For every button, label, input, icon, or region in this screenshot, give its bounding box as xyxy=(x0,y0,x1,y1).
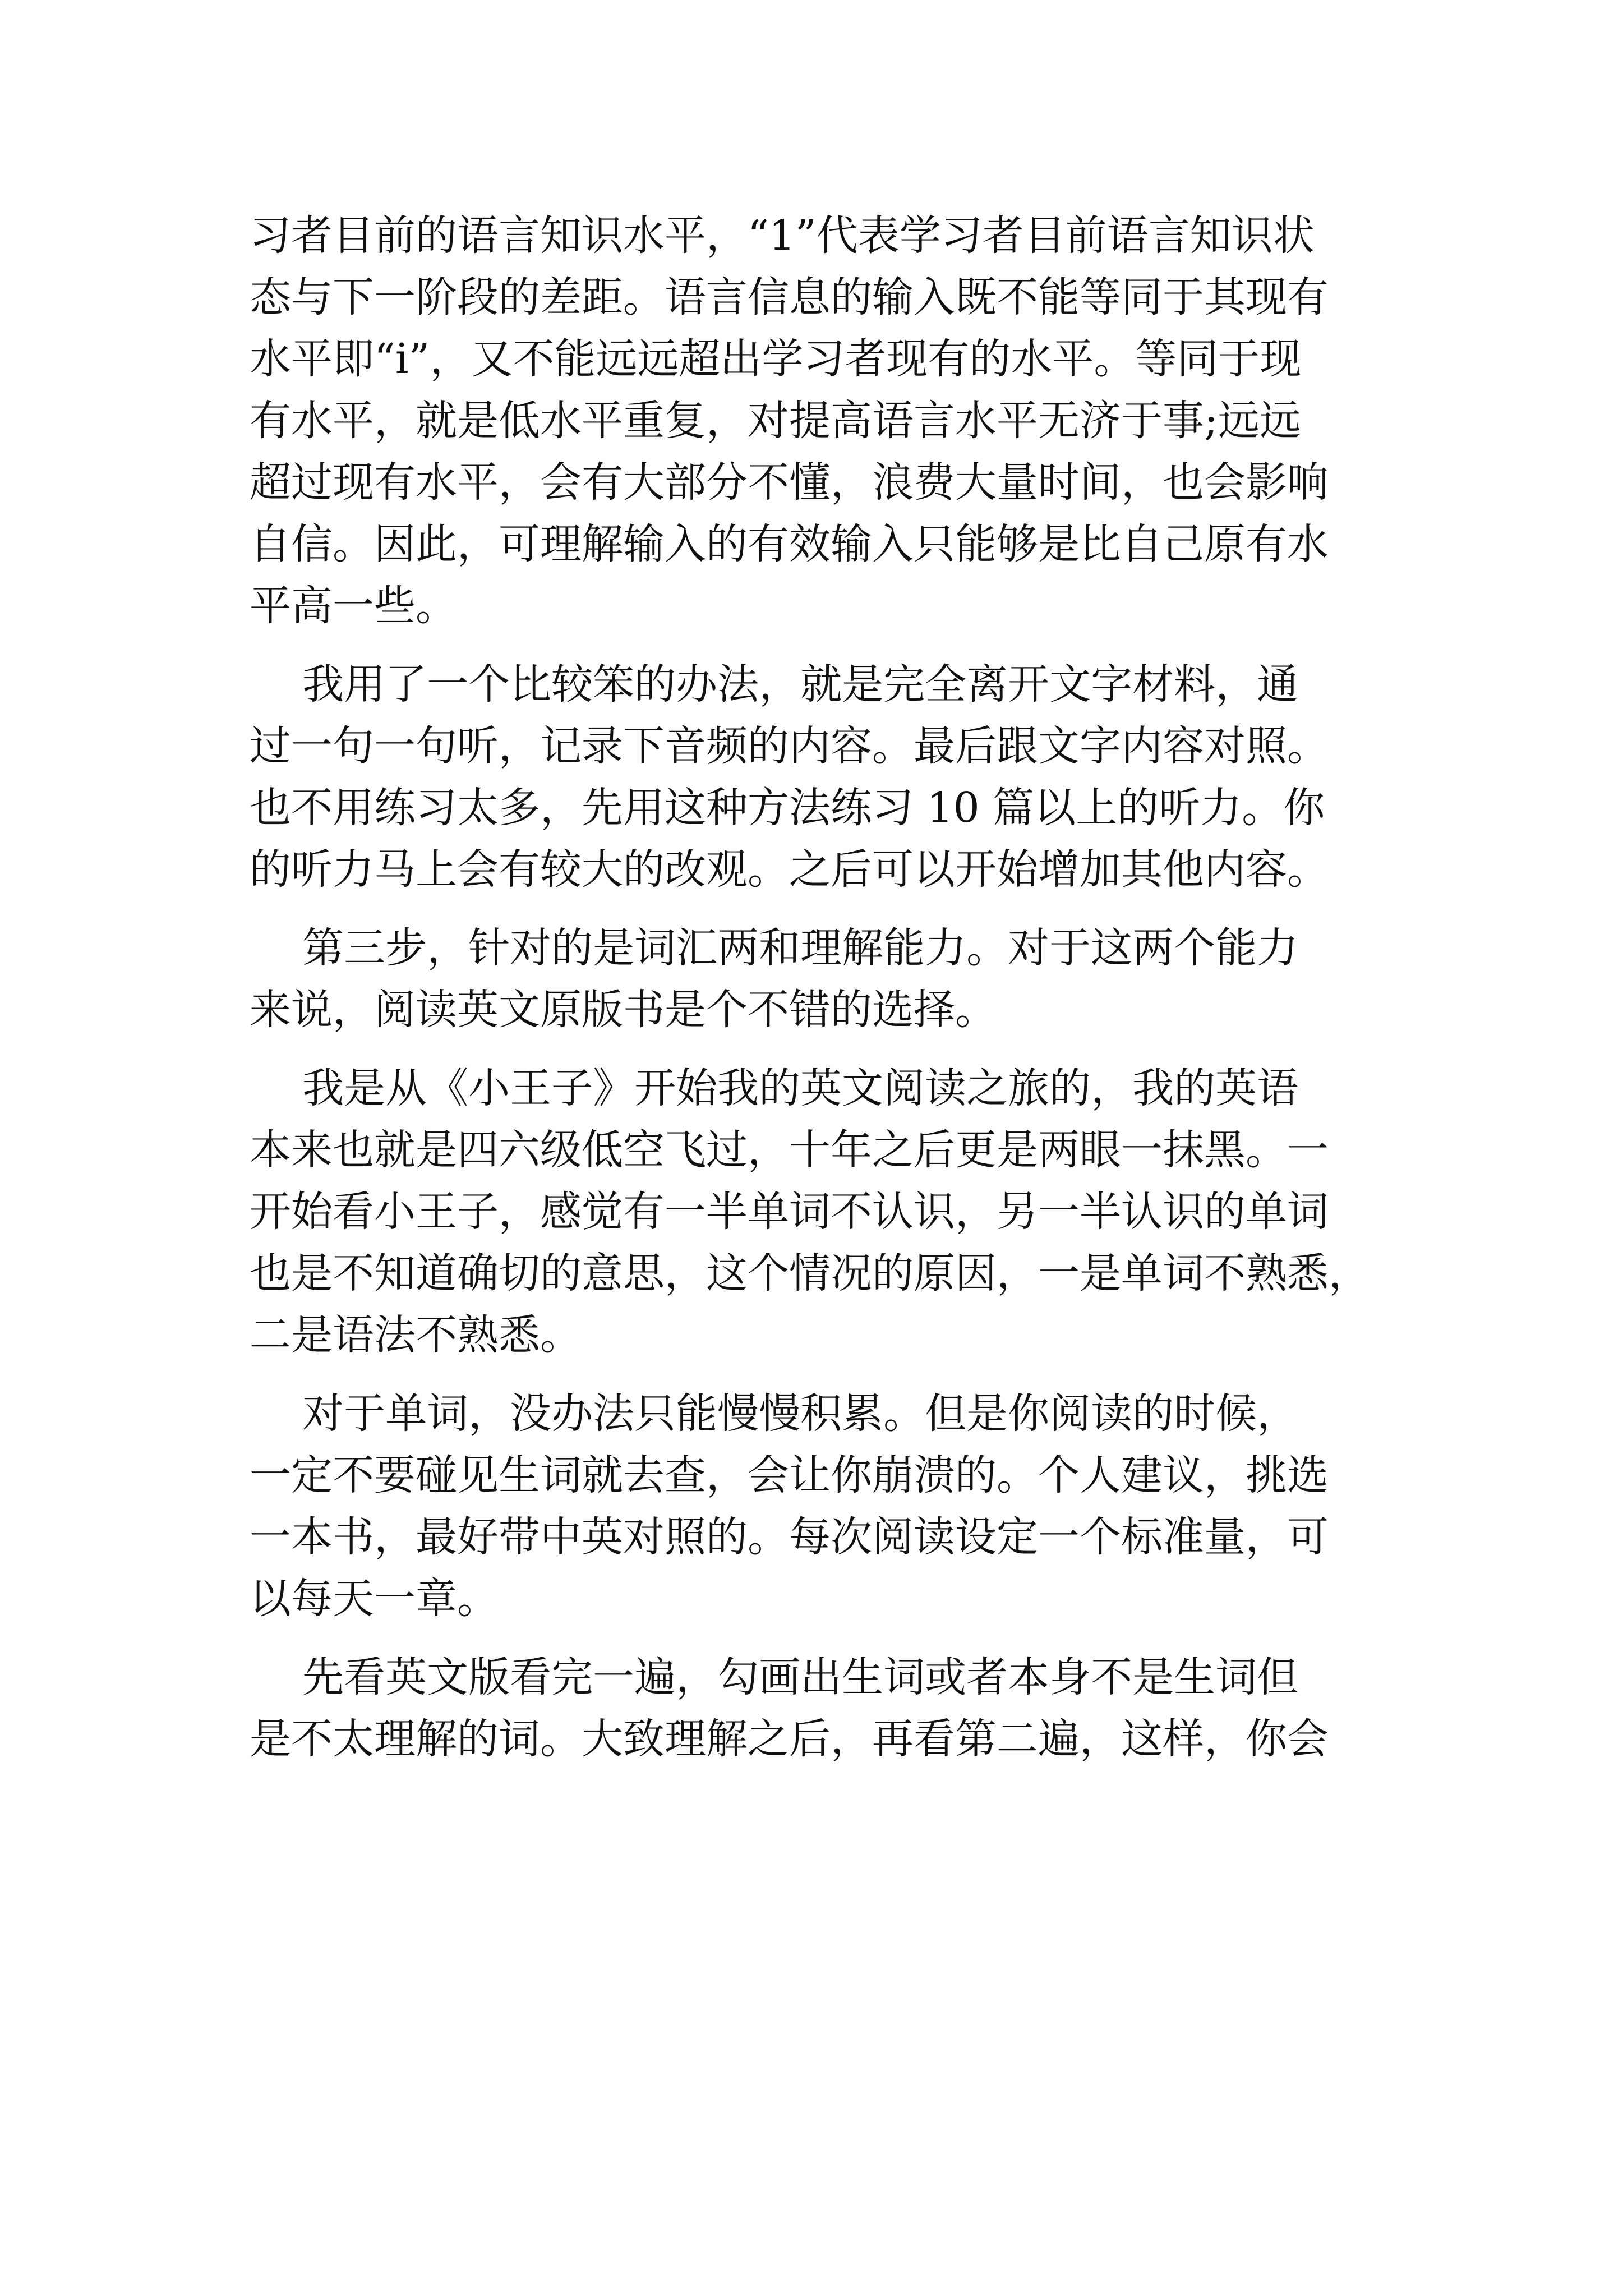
text-line: 也是不知道确切的意思，这个情况的原因，一是单词不熟悉， xyxy=(250,1249,1370,1297)
paragraph xyxy=(250,917,1394,1041)
text-line: 习者目前的语言知识水平，“1”代表学习者目前语言知识状 xyxy=(250,211,1315,260)
paragraph-spacer xyxy=(250,1630,1394,1646)
text-line: 的听力马上会有较大的改观。之后可以开始增加其他内容。 xyxy=(250,845,1329,894)
paragraph-spacer xyxy=(250,1041,1394,1057)
text-line: 有水平，就是低水平重复，对提高语言水平无济于事;远远 xyxy=(250,397,1301,445)
text-line: 也不用练习太多，先用这种方法练习 10 篇以上的听力。你 xyxy=(250,784,1325,832)
paragraph-spacer xyxy=(250,900,1394,917)
paragraph xyxy=(250,1057,1394,1366)
text-line: 开始看小王子，感觉有一半单词不认识，另一半认识的单词 xyxy=(250,1188,1329,1236)
text-line: 对于单词，没办法只能慢慢积累。但是你阅读的时候， xyxy=(250,1389,1299,1438)
paragraph xyxy=(250,654,1394,900)
text-line: 我是从《小王子》开始我的英文阅读之旅的，我的英语 xyxy=(250,1064,1299,1112)
text-line: 一本书，最好带中英对照的。每次阅读设定一个标准量，可 xyxy=(250,1513,1329,1561)
text-line: 过一句一句听，记录下音频的内容。最后跟文字内容对照。 xyxy=(250,722,1329,770)
text-line: 第三步，针对的是词汇两和理解能力。对于这两个能力 xyxy=(250,924,1299,972)
body-text xyxy=(250,205,1394,1770)
text-line: 是不太理解的词。大致理解之后，再看第二遍，这样，你会 xyxy=(250,1715,1329,1763)
text-line: 先看英文版看完一遍，勾画出生词或者本身不是生词但 xyxy=(250,1653,1299,1701)
text-line: 我用了一个比较笨的办法，就是完全离开文字材料，通 xyxy=(250,660,1299,708)
text-line: 自信。因此，可理解输入的有效输入只能够是比自己原有水 xyxy=(250,520,1329,568)
paragraph-spacer xyxy=(250,1366,1394,1383)
paragraph xyxy=(250,205,1394,637)
paragraph xyxy=(250,1646,1394,1770)
text-line: 本来也就是四六级低空飞过，十年之后更是两眼一抹黑。一 xyxy=(250,1126,1329,1174)
text-line: 来说，阅读英文原版书是个不错的选择。 xyxy=(250,986,997,1034)
text-line: 以每天一章。 xyxy=(250,1575,499,1623)
text-line: 二是语法不熟悉。 xyxy=(250,1311,582,1359)
text-line: 水平即“i”，又不能远远超出学习者现有的水平。等同于现 xyxy=(250,335,1302,383)
text-line: 超过现有水平，会有大部分不懂，浪费大量时间，也会影响 xyxy=(250,458,1329,507)
paragraph xyxy=(250,1383,1394,1630)
text-line: 态与下一阶段的差距。语言信息的输入既不能等同于其现有 xyxy=(250,273,1329,321)
text-line: 平高一些。 xyxy=(250,582,457,630)
text-line: 一定不要碰见生词就去查，会让你崩溃的。个人建议，挑选 xyxy=(250,1451,1329,1499)
paragraph-spacer xyxy=(250,637,1394,654)
